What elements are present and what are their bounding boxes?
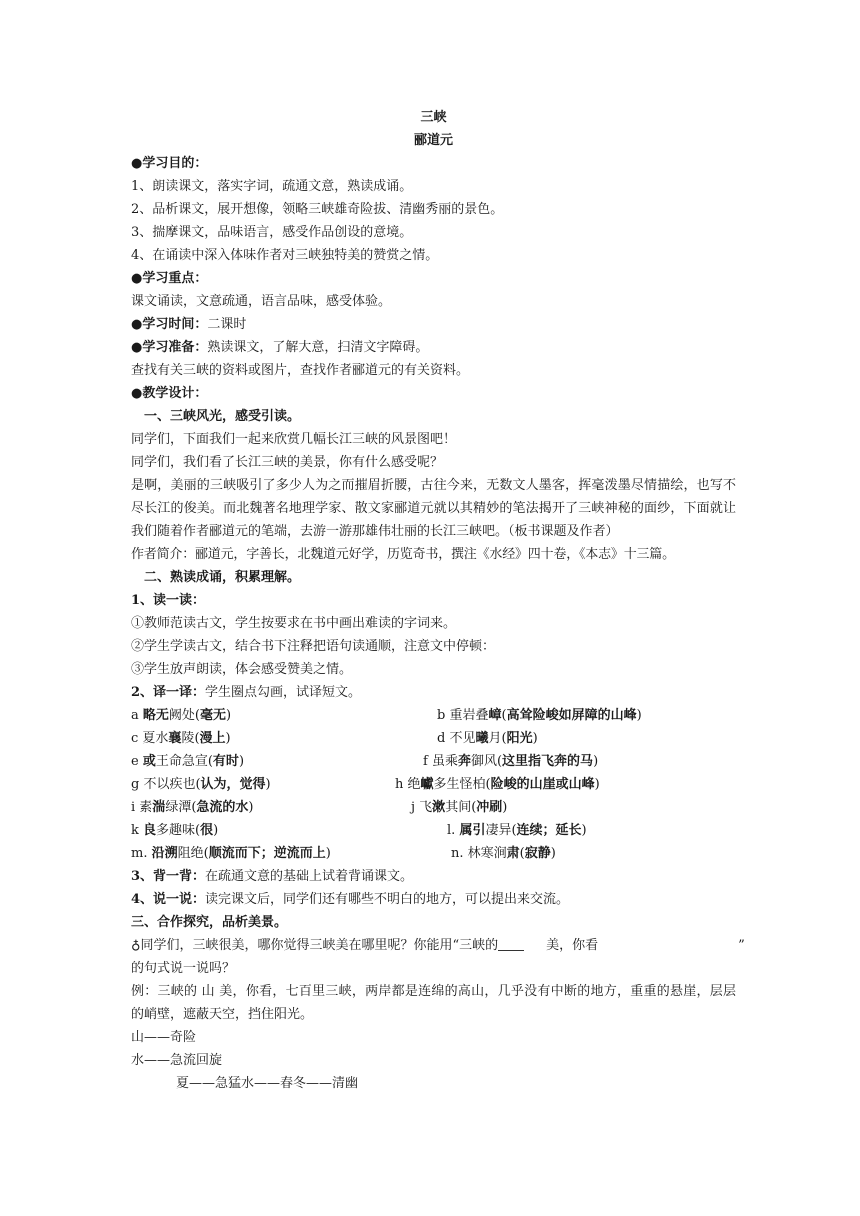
- vocab-post: ): [213, 823, 219, 838]
- vocab-mid: 绿潭(: [165, 800, 197, 815]
- question-part-a: ♁同学们，三峡很美，哪你觉得三峡美在哪里呢？你能用“三峡的: [131, 938, 499, 953]
- translate-heading: 2、译一译：: [131, 685, 206, 700]
- vocab-pre: h 绝: [395, 777, 421, 792]
- part3-heading: 三、合作探究，品析美景。: [131, 915, 288, 930]
- vocab-mid: (: [519, 846, 525, 861]
- say-heading: 4、说一说：: [131, 892, 206, 907]
- vocab-row: [131, 819, 736, 842]
- vocab-pre: m.: [131, 846, 152, 861]
- vocab-item: [131, 842, 331, 865]
- vocab-row: [131, 727, 736, 750]
- vocab-bold2: 漫上: [199, 731, 226, 746]
- say-text: 读完课文后，同学们还有哪些不明白的地方，可以提出来交流。: [205, 892, 570, 907]
- prep-heading: ●学习准备：: [131, 340, 208, 355]
- vocab-item: [131, 704, 231, 727]
- vocab-pre: d 不见: [437, 731, 476, 746]
- vocab-item: [447, 819, 587, 842]
- focus-text: 课文诵读，文意疏通，语言品味，感受体验。: [131, 294, 392, 309]
- goal-item: 4、在诵读中深入体味作者对三峡独特美的赞赏之情。: [131, 248, 439, 263]
- vocab-bold1: 奔: [457, 754, 471, 769]
- vocab-mid: 月(: [488, 731, 507, 746]
- vocab-bold2: 这里指飞奔的马: [502, 754, 594, 769]
- vocab-post: ): [502, 800, 508, 815]
- read-heading: 1、读一读：: [131, 593, 206, 608]
- vocab-mid: (: [501, 708, 507, 723]
- vocab-post: ): [265, 777, 271, 792]
- vocab-post: ): [636, 708, 642, 723]
- vocab-mid: 凄异(: [485, 823, 517, 838]
- focus-heading: ●学习重点：: [131, 271, 208, 286]
- vocab-bold1: 巘: [420, 777, 434, 792]
- part2-heading: 二、熟读成诵，积累理解。: [144, 570, 301, 585]
- question-part-d: 的句式说一说吗？: [131, 961, 236, 976]
- vocab-bold2: 连续；延长: [516, 823, 582, 838]
- seasons-line: 夏——急猛水——春冬——清幽: [176, 1076, 359, 1091]
- vocab-item: [131, 750, 244, 773]
- vocab-bold1: 襄: [168, 731, 182, 746]
- goal-item: 3、揣摩课文，品味语言，感受作品创设的意境。: [131, 225, 413, 240]
- vocab-bold1: 湍: [152, 800, 166, 815]
- prep-text: 熟读课文，了解大意，扫清文字障碍。: [207, 340, 429, 355]
- vocab-bold2: 顺流而下；逆流而上: [208, 846, 326, 861]
- part1-p3: 是啊，美丽的三峡吸引了多少人为之而摧眉折腰，古往今来，无数文人墨客，挥毫泼墨尽情描绘，也写不尽长江的俊美。而北魏著名地理学家、散文家郦道元就以其精妙的笔法揭开了三峡神秘的面纱，下面就让我们随着作者郦道元的笔端，去游一游那雄伟壮丽的长江三峡吧。（板书课题及作者）: [131, 478, 736, 539]
- example-text: 例：三峡的 山 美，你看，七百里三峡，两岸都是连绵的高山，几乎没有中断的地方，重重的悬崖，层层的峭壁，遮蔽天空，挡住阳光。: [131, 984, 736, 1022]
- vocab-item: [395, 773, 600, 796]
- say-line: [131, 888, 736, 911]
- vocab-bold1: 良: [143, 823, 157, 838]
- vocab-pre: g 不以疾也(: [131, 777, 201, 792]
- doc-author: 郦道元: [413, 133, 453, 148]
- time-text: 二课时: [207, 317, 247, 332]
- vocab-pre: i 素: [131, 800, 153, 815]
- design-heading: ●教学设计：: [131, 386, 208, 401]
- part1-p1: 同学们，下面我们一起来欣赏几幅长江三峡的风景图吧！: [131, 432, 457, 447]
- vocab-item: [451, 842, 556, 865]
- vocab-post: ): [238, 754, 245, 769]
- vocab-pre: a: [131, 708, 143, 723]
- part1-heading: 一、三峡风光，感受引读。: [144, 409, 301, 424]
- vocab-bold1: 漱: [432, 800, 446, 815]
- vocab-mid: 陵(: [181, 731, 200, 746]
- vocab-bold1: 沿溯: [151, 846, 178, 861]
- vocab-bold2: 很: [200, 823, 214, 838]
- vocab-row: [131, 842, 736, 865]
- vocab-item: [131, 773, 271, 796]
- vocab-mid: 其间(: [445, 800, 477, 815]
- question-line: [131, 934, 745, 957]
- doc-title: 三峡: [420, 110, 447, 125]
- vocab-bold2: 急流的水: [196, 800, 249, 815]
- goals-heading: ●学习目的：: [131, 156, 208, 171]
- vocab-item: [131, 727, 231, 750]
- vocab-mid: 王命急宣(: [155, 754, 213, 769]
- vocab-pre: e: [131, 754, 143, 769]
- water-line: 水——急流回旋: [131, 1053, 223, 1068]
- prep-text-2: 查找有关三峡的资料或图片，查找作者郦道元的有关资料。: [131, 363, 470, 378]
- goal-item: 2、品析课文，展开想像，领略三峡雄奇险拔、清幽秀丽的景色。: [131, 202, 504, 217]
- vocab-bold2: 毫无: [199, 708, 226, 723]
- time-heading: ●学习时间：: [131, 317, 208, 332]
- recite-line: [131, 865, 736, 888]
- mountain-line: 山——奇险: [131, 1030, 197, 1045]
- vocab-item: [131, 796, 253, 819]
- prep-line: [131, 336, 736, 359]
- vocab-bold1: 认为，觉得: [200, 777, 266, 792]
- read-item: ①教师范读古文，学生按要求在书中画出难读的字词来。: [131, 616, 457, 631]
- vocab-bold1: 属引: [459, 823, 486, 838]
- vocab-pre: c 夏水: [131, 731, 169, 746]
- vocab-bold2: 冲刷: [476, 800, 503, 815]
- vocab-pre: k: [131, 823, 144, 838]
- vocab-bold2: 高耸险峻如屏障的山峰: [506, 708, 637, 723]
- vocab-bold1: 嶂: [488, 708, 502, 723]
- vocab-row: [131, 796, 736, 819]
- read-item: ③学生放声朗读，体会感受赞美之情。: [131, 662, 353, 677]
- vocab-mid: 多趣味(: [156, 823, 201, 838]
- fill-blank: [498, 936, 524, 951]
- translate-text: 学生圈点勾画，试译短文。: [205, 685, 362, 700]
- vocab-pre: l.: [447, 823, 460, 838]
- vocab-post: ): [550, 846, 556, 861]
- vocab-post: ): [225, 731, 231, 746]
- vocab-post: ): [594, 777, 600, 792]
- vocab-post: ): [581, 823, 587, 838]
- vocab-mid: 阻绝(: [177, 846, 209, 861]
- vocab-item: [437, 727, 538, 750]
- vocab-pre: b 重岩叠: [437, 708, 489, 723]
- vocab-item: [411, 796, 507, 819]
- vocab-post: ): [325, 846, 331, 861]
- vocab-bold2: 寂静: [524, 846, 551, 861]
- recite-heading: 3、背一背：: [131, 869, 206, 884]
- vocab-bold2: 阳光: [506, 731, 533, 746]
- vocab-row: [131, 750, 736, 773]
- vocab-post: ): [248, 800, 254, 815]
- vocab-pre: j 飞: [411, 800, 433, 815]
- vocab-row: [131, 704, 736, 727]
- vocab-bold2: 险峻的山崖或山峰: [490, 777, 595, 792]
- vocab-bold2: 有时: [212, 754, 239, 769]
- read-item: ②学生学读古文，结合书下注释把语句读通顺，注意文中停顿：: [131, 639, 496, 654]
- vocab-mid: 御风(: [470, 754, 503, 769]
- vocab-mid: 阙处(: [168, 708, 200, 723]
- vocab-item: [437, 704, 642, 727]
- question-part-c: ”: [738, 938, 745, 953]
- goal-item: 1、朗读课文，落实字词，疏通文意，熟读成诵。: [131, 179, 413, 194]
- vocab-bold1: 曦: [475, 731, 489, 746]
- document-page: [131, 104, 745, 1095]
- translate-line: [131, 681, 736, 704]
- vocab-item: [131, 819, 218, 842]
- vocab-pre: n. 林寒涧: [451, 846, 507, 861]
- vocab-row: [131, 773, 736, 796]
- vocab-bold1: 略无: [142, 708, 169, 723]
- vocab-list: [131, 704, 736, 865]
- time-line: [131, 313, 736, 336]
- vocab-pre: f 虽乘: [423, 754, 458, 769]
- question-part-b: 美，你看: [546, 938, 599, 953]
- vocab-bold1: 或: [142, 754, 156, 769]
- vocab-mid: 多生怪柏(: [433, 777, 491, 792]
- vocab-post: ): [593, 754, 599, 769]
- vocab-bold1: 肃: [506, 846, 520, 861]
- vocab-item: [423, 750, 598, 773]
- recite-text: 在疏通文意的基础上试着背诵课文。: [205, 869, 414, 884]
- vocab-post: ): [532, 731, 538, 746]
- author-bio: 作者简介：郦道元，字善长，北魏道元好学，历览奇书，撰注《水经》四十卷，《本志》十三篇。: [131, 547, 675, 562]
- part1-p2: 同学们，我们看了长江三峡的美景，你有什么感受呢？: [131, 455, 444, 470]
- vocab-post: ): [226, 708, 232, 723]
